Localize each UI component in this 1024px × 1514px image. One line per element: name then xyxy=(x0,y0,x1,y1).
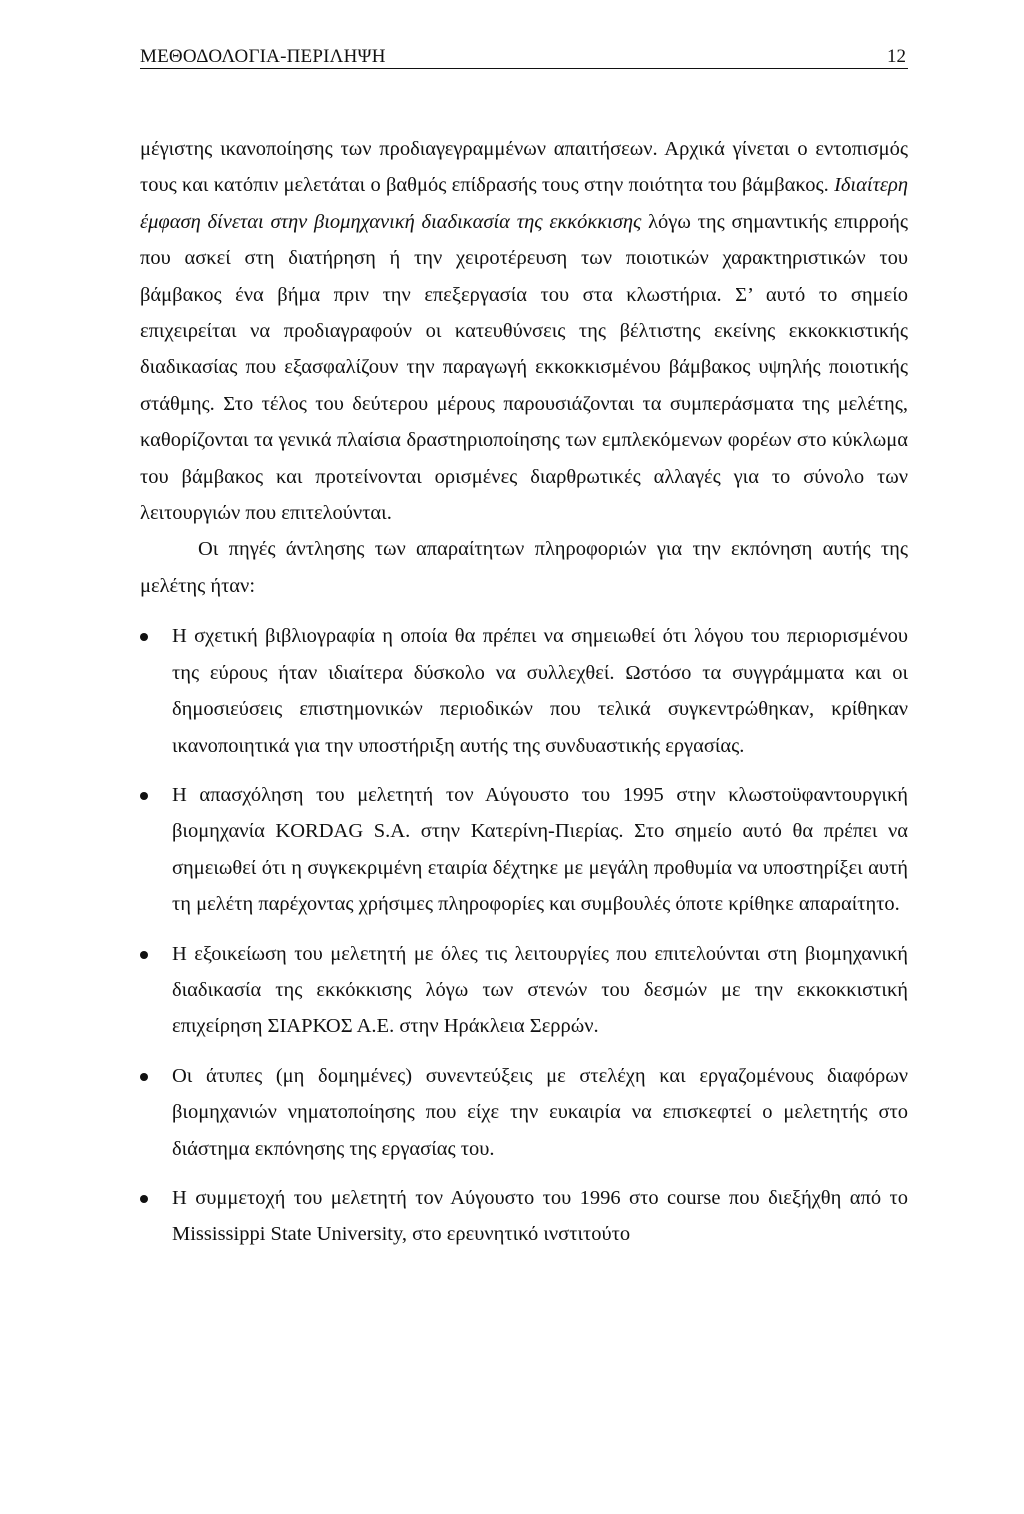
list-item xyxy=(140,1058,908,1167)
header-title: ΜΕΘΟΔΟΛΟΓΙΑ-ΠΕΡΙΛΗΨΗ xyxy=(140,46,386,67)
list-item xyxy=(140,936,908,1045)
bullet-icon xyxy=(140,1195,148,1203)
bullet-icon xyxy=(140,951,148,959)
bullet-icon xyxy=(140,1073,148,1081)
emphasis-text: της εκκόκκισης xyxy=(516,210,642,233)
list-item-text: Η απασχόληση του μελετητή τον Αύγουστο του 1995 στην κλωστοϋφαντουργική βιομηχανία KORDAG S.A. στην Κατερίνη-Πιερίας. Στο σημείο αυτό θα πρέπει να σημειωθεί ότι η συγκεκριμένη εταιρία δέχτηκε με μεγάλη προθυμία να υποστηρίξει αυτή τη μελέτη παρέχοντας χρήσιμες πληροφορίες και συμβουλές όποτε κρίθηκε απαραίτητο. xyxy=(172,783,908,916)
paragraph-sources-intro: Οι πηγές άντλησης των απαραίτητων πληροφοριών για την εκπόνηση αυτής της μελέτης ήταν: xyxy=(140,538,908,597)
sources-list xyxy=(140,618,908,1253)
paragraph-text: μέγιστης ικανοποίησης των προδιαγεγραμμένων απαιτήσεων. Αρχικά γίνεται ο εντοπισμός τους και κατόπιν μελετάται ο βαθμός επίδρασής τους στην ποιότητα του βάμβακος. xyxy=(140,138,908,197)
list-item-text: Η εξοικείωση του μελετητή με όλες τις λειτουργίες που επιτελούνται στη βιομηχανική διαδικασία της εκκόκκισης λόγω των στενών του δεσμών με την εκκοκκιστική επιχείρηση ΣΙΑΡΚΟΣ Α.Ε. στην Ηράκλεια Σερρών. xyxy=(172,942,908,1038)
list-item xyxy=(140,777,908,923)
list-item xyxy=(140,618,908,764)
paragraph-summary xyxy=(140,131,908,531)
page-number: 12 xyxy=(887,46,906,67)
list-item-text: Οι άτυπες (μη δομημένες) συνεντεύξεις με στελέχη και εργαζομένους διαφόρων βιομηχανιών νηματοποίησης που είχε την ευκαιρία να επισκεφτεί ο μελετητής στο διάστημα εκπόνησης της εργασίας του. xyxy=(172,1064,908,1160)
list-item-text: Η συμμετοχή του μελετητή τον Αύγουστο του 1996 στο course που διεξήχθη από το Mississippi State University, στο ερευνητικό ινστιτούτο xyxy=(172,1186,908,1246)
list-item xyxy=(140,1180,908,1253)
bullet-icon xyxy=(140,633,148,641)
bullet-icon xyxy=(140,792,148,800)
paragraph-text: λόγω της σημαντικής επιρροής που ασκεί στη διατήρηση ή την χειροτέρευση των ποιοτικών χαρακτηριστικών του βάμβακος ένα βήμα πριν την επεξεργασία του στα κλωστήρια. Σ’ αυτό το σημείο επιχειρείται να προδιαγραφούν οι κατευθύνσεις της βέλτιστης εκείνης εκκοκκιστικής διαδικασίας που εξασφαλίζουν την παραγωγή εκκοκκισμένου βάμβακος υψηλής ποιοτικής στάθμης. Στο τέλος του δεύτερου μέρους παρουσιάζονται τα συμπεράσματα της μελέτης, καθορίζονται τα γενικά πλαίσια δραστηριοποίησης των εμπλεκόμενων φορέων στο κύκλωμα του βάμβακος και προτείνονται ορισμένες διαρθρωτικές αλλαγές για το σύνολο των λειτουργιών που επιτελούνται. xyxy=(140,210,908,525)
body-text xyxy=(140,131,908,1266)
list-item-text: Η σχετική βιβλιογραφία η οποία θα πρέπει να σημειωθεί ότι λόγου του περιορισμένου της εύρους ήταν ιδιαίτερα δύσκολο να συλλεχθεί. Ωστόσο τα συγγράμματα και οι δημοσιεύσεις επιστημονικών περιοδικών που τελικά συγκεντρώθηκαν, κρίθηκαν ικανοποιητικά για την υποστήριξη αυτής της συνδυαστικής εργασίας. xyxy=(172,625,908,757)
emphasis-text: Ιδιαίτερη έμφαση δίνεται στην βιομηχανική διαδικασία xyxy=(140,174,908,233)
running-header xyxy=(140,44,908,69)
paragraph-text xyxy=(510,211,517,233)
